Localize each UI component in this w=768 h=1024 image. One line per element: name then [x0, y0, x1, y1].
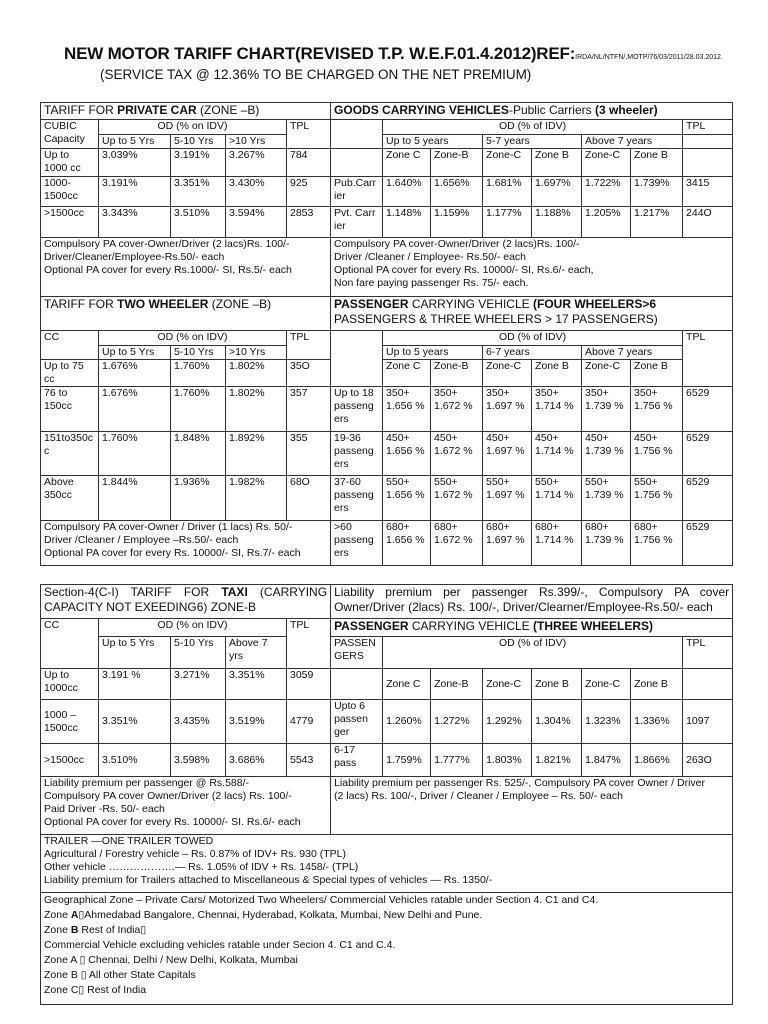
table-cell: 357 [287, 387, 331, 432]
table-cell: 6529 [683, 521, 733, 566]
col-header: TPL [683, 120, 733, 135]
table-cell: 1.676% [99, 360, 171, 387]
passenger-4w-heading: PASSENGER CARRYING VEHICLE (FOUR WHEELERS>6 PASSENGERS & THREE WHEELERS > 17 PASSENGERS) [331, 297, 733, 331]
table-cell: 1000 – 1500cc [41, 700, 99, 744]
col-header: Zone-C [582, 669, 631, 700]
table-cell: 263O [683, 744, 733, 777]
table-cell: 1.844% [99, 476, 171, 521]
table-cell: 1.217% [631, 207, 683, 238]
table-cell: 680+ 1.697 % [483, 521, 532, 566]
table-cell: 450+ 1.756 % [631, 432, 683, 476]
passenger-3w-liability: Liability premium per passenger Rs.399/-, Compulsory PA cover Owner/Driver (2lacs) Rs. 100/-, Driver/Clearner/Employee-Rs.50/- each [331, 585, 733, 619]
table-cell: 350+ 1.656 % [383, 387, 431, 432]
col-header: Up to 5 Yrs [99, 637, 171, 669]
col-header: OD (% on IDV) [99, 331, 287, 346]
tariff-block-top [40, 102, 732, 566]
table-cell: 1.272% [431, 700, 483, 744]
table-cell: 1.936% [171, 476, 226, 521]
table-cell: 1.681% [483, 177, 532, 207]
col-header: >10 Yrs [226, 346, 287, 360]
table-cell: 3.598% [171, 744, 226, 777]
table-cell: Pvt. Carr ier [331, 207, 383, 238]
table-cell: 450+ 1.714 % [532, 432, 582, 476]
zone-a-line: Zone A▯Ahmedabad Bangalore, Chennai, Hyderabad, Kolkata, Mumbai, New Delhi and Pune. [44, 909, 483, 921]
col-header: Zone B [631, 360, 683, 387]
zone-b-line: Zone B Rest of India▯ [44, 924, 147, 936]
table-cell: Above 350cc [41, 476, 99, 521]
col-header: PASSEN GERS [331, 637, 383, 669]
table-cell: 450+ 1.656 % [383, 432, 431, 476]
table-cell: 1000-1500cc [41, 177, 99, 207]
table-cell: 355 [287, 432, 331, 476]
col-header: Zone-C [582, 149, 631, 177]
table-cell: 3415 [683, 177, 733, 207]
trailer-section: TRAILER —ONE TRAILER TOWED Agricultural / Forestry vehicle – Rs. 0.87% of IDV+ Rs. 930 (TPL) Other vehicle ……………….— Rs. 1.05% of IDV + Rs. 1458/- (TPL) Liability premium for Trailers attached to Miscellaneous & Special types of vehicles — Rs. 1350/- [41, 835, 733, 893]
col-header: Zone-C [483, 149, 532, 177]
table-cell: 1.260% [383, 700, 431, 744]
table-cell: 1.760% [171, 360, 226, 387]
table-cell: 550+ 1.672 % [431, 476, 483, 521]
table-cell: 1.722% [582, 177, 631, 207]
col-header: 5-10 Yrs [171, 637, 226, 669]
table-cell: 3.191% [99, 177, 171, 207]
table-cell: 68O [287, 476, 331, 521]
col-header: OD (% on IDV) [99, 619, 287, 637]
table-cell: Up to 18 passeng ers [331, 387, 383, 432]
table-cell: Up to 1000 cc [41, 149, 99, 177]
table-cell: >1500cc [41, 744, 99, 777]
col-header: TPL [683, 331, 733, 387]
page-title: NEW MOTOR TARIFF CHART(REVISED T.P. W.E.F.01.4.2012)REF:IRDA/NL/NTFN/,MOTP/76/03/2011/28.03.2012. [64, 44, 723, 63]
tariff-table-top [40, 102, 733, 566]
geo-zones-section: Geographical Zone – Private Cars/ Motorized Two Wheelers/ Commercial Vehicles ratable under Section 4. C1 and C4. Zone A▯Ahmedabad Bangalore, Chennai, Hyderabad, Kolkata, Mumbai, New Delhi and Pune. Zone B Rest of India▯ Commercial Vehicle excluding vehicles ratable under Secion 4. C1 and C.4. Zone A ▯ Chennai, Delhi / New Delhi, Kolkata, Mumbai Zone B ▯ All other State Capitals Zone C▯ Rest of India [41, 893, 733, 1005]
col-header: OD (% of IDV) [383, 331, 683, 346]
table-cell: 1.777% [431, 744, 483, 777]
table-cell: 1.866% [631, 744, 683, 777]
table-cell: 3.351% [171, 177, 226, 207]
table-cell: 1.892% [226, 432, 287, 476]
table-cell: 1.159% [431, 207, 483, 238]
table-cell: 1.982% [226, 476, 287, 521]
table-cell: 3.267% [226, 149, 287, 177]
table-cell: 37-60 passeng ers [331, 476, 383, 521]
table-cell: 350+ 1.714 % [532, 387, 582, 432]
passenger-3w-notes: Liability premium per passenger Rs. 525/-, Compulsory PA cover Owner / Driver (2 lacs) Rs. 100/-, Driver / Cleaner / Employee – Rs. 50/- each [331, 777, 733, 835]
table-cell: 1.802% [226, 360, 287, 387]
col-header: Zone-B [431, 149, 483, 177]
table-cell: 5543 [287, 744, 331, 777]
table-cell: 550+ 1.697 % [483, 476, 532, 521]
tariff-table-bottom [40, 584, 733, 1005]
col-header: Zone C [383, 149, 431, 177]
table-cell: 3.510% [99, 744, 171, 777]
col-header: TPL [287, 619, 331, 669]
col-header: OD (% of IDV) [383, 637, 683, 669]
table-cell: 1.697% [532, 177, 582, 207]
table-cell: 1.821% [532, 744, 582, 777]
col-header: Zone B [532, 149, 582, 177]
private-car-heading: TARIFF FOR PRIVATE CAR (ZONE –B) [41, 103, 331, 120]
table-cell: 1.760% [171, 387, 226, 432]
table-cell: 6529 [683, 432, 733, 476]
col-header: CC [41, 331, 99, 360]
table-cell: 450+ 1.672 % [431, 432, 483, 476]
table-cell: 3.191 % [99, 669, 171, 700]
col-header: TPL [287, 120, 331, 149]
table-cell: 1.205% [582, 207, 631, 238]
table-cell: 1.739% [631, 177, 683, 207]
table-cell: 3059 [287, 669, 331, 700]
table-cell: 680+ 1.714 % [532, 521, 582, 566]
table-cell: 1.336% [631, 700, 683, 744]
table-cell: 3.430% [226, 177, 287, 207]
col-header: TPL [287, 331, 331, 360]
table-cell: 350+ 1.672 % [431, 387, 483, 432]
col-header: 6-7 years [483, 346, 582, 360]
table-cell: 550+ 1.739 % [582, 476, 631, 521]
table-cell: 6-17 pass [331, 744, 383, 777]
table-cell: 1.802% [226, 387, 287, 432]
table-cell: 550+ 1.656 % [383, 476, 431, 521]
col-header: Zone B [631, 149, 683, 177]
goods-heading: GOODS CARRYING VEHICLES-Public Carriers (3 wheeler) [331, 103, 733, 120]
col-header: CUBIC Capacity [41, 120, 99, 149]
table-cell: 1.848% [171, 432, 226, 476]
table-cell: 1097 [683, 700, 733, 744]
table-cell: 1.676% [99, 387, 171, 432]
table-cell: 1.656% [431, 177, 483, 207]
table-cell: Up to 1000cc [41, 669, 99, 700]
col-header: Up to 5 years [383, 346, 483, 360]
table-cell: 1.292% [483, 700, 532, 744]
table-cell: 3.351% [99, 700, 171, 744]
table-cell: 1.323% [582, 700, 631, 744]
table-cell: 3.594% [226, 207, 287, 238]
col-header: OD (% on IDV) [99, 120, 287, 135]
taxi-notes: Liability premium per passenger @ Rs.588/- Compulsory PA cover Owner/Driver (2 lacs) Rs. 100/- Paid Driver -Rs. 50/- each Optional PA cover for every Rs. 10000/- SI. Rs.6/- each [41, 777, 331, 835]
table-cell: 76 to 150cc [41, 387, 99, 432]
table-cell: 2853 [287, 207, 331, 238]
col-header: Up to 5 Yrs [99, 346, 171, 360]
col-header: Zone B [631, 669, 683, 700]
col-header: Zone-C [483, 669, 532, 700]
table-cell: Pub.Carr ier [331, 177, 383, 207]
col-header: Zone-C [483, 360, 532, 387]
table-cell: 550+ 1.756 % [631, 476, 683, 521]
col-header: 5-7 years [483, 135, 582, 149]
two-wheeler-heading: TARIFF FOR TWO WHEELER (ZONE –B) [41, 297, 331, 331]
table-cell: 3.351% [226, 669, 287, 700]
two-wheeler-notes: Compulsory PA cover-Owner / Driver (1 lacs) Rs. 50/- Driver /Cleaner / Employee –Rs.50/- each Optional PA cover for every Rs. 10000/- SI, Rs.7/- each [41, 521, 331, 566]
table-cell: 680+ 1.656 % [383, 521, 431, 566]
table-cell: 1.847% [582, 744, 631, 777]
page-subtitle: (SERVICE TAX @ 12.36% TO BE CHARGED ON THE NET PREMIUM) [100, 67, 532, 82]
col-header: Up to 5 Yrs [99, 135, 171, 149]
table-cell: 4779 [287, 700, 331, 744]
ref-number: IRDA/NL/NTFN/,MOTP/76/03/2011/28.03.2012. [575, 54, 723, 61]
table-cell: 450+ 1.739 % [582, 432, 631, 476]
tariff-block-bottom [40, 584, 732, 1005]
table-cell: 151to350cc [41, 432, 99, 476]
goods-notes: Compulsory PA cover-Owner/Driver (2 lacs)Rs. 100/- Driver /Cleaner / Employee- Rs.50/- each Optional PA cover for every Rs. 10000/- SI, Rs.6/- each, Non fare paying passenger Rs. 75/- each. [331, 238, 733, 297]
col-header: Up to 5 years [383, 135, 483, 149]
col-header: Zone C [383, 669, 431, 700]
col-header: Zone C [383, 360, 431, 387]
table-cell: 3.343% [99, 207, 171, 238]
col-header: Above 7 yrs [226, 637, 287, 669]
table-cell: 680+ 1.739 % [582, 521, 631, 566]
table-cell: 350+ 1.739 % [582, 387, 631, 432]
col-header: OD (% of IDV) [383, 120, 683, 135]
table-cell: 1.759% [383, 744, 431, 777]
col-header: >10 Yrs [226, 135, 287, 149]
taxi-heading: Section-4(C-I) TARIFF FOR TAXI (CARRYING CAPACITY NOT EXEEDING6) ZONE-B [41, 585, 331, 619]
table-cell: 350+ 1.697 % [483, 387, 532, 432]
table-cell: 6529 [683, 387, 733, 432]
col-header: TPL [683, 637, 733, 669]
col-header: CC [41, 619, 99, 669]
col-header: 5-10 Yrs [171, 135, 226, 149]
table-cell: 1.760% [99, 432, 171, 476]
table-cell: >1500cc [41, 207, 99, 238]
col-header: 5-10 Yrs [171, 346, 226, 360]
table-cell: 3.510% [171, 207, 226, 238]
table-cell: 1.803% [483, 744, 532, 777]
table-cell: 550+ 1.714 % [532, 476, 582, 521]
col-header: Above 7 years [582, 346, 683, 360]
table-cell: 1.640% [383, 177, 431, 207]
table-cell: 450+ 1.697 % [483, 432, 532, 476]
table-cell: 6529 [683, 476, 733, 521]
trailer-heading: TRAILER —ONE TRAILER TOWED [44, 835, 214, 847]
table-cell: 3.271% [171, 669, 226, 700]
col-header: Zone B [532, 360, 582, 387]
table-cell: 244O [683, 207, 733, 238]
table-cell: 3.435% [171, 700, 226, 744]
table-cell: 680+ 1.672 % [431, 521, 483, 566]
col-header: Above 7 years [582, 135, 683, 149]
table-cell: Up to 75 cc [41, 360, 99, 387]
table-cell: 19-36 passeng ers [331, 432, 383, 476]
passenger-3w-heading: PASSENGER CARRYING VEHICLE (THREE WHEELERS) [331, 619, 733, 637]
col-header: Zone-C [582, 360, 631, 387]
table-cell: 1.304% [532, 700, 582, 744]
table-cell: 3.191% [171, 149, 226, 177]
table-cell: 3.039% [99, 149, 171, 177]
table-cell: >60 passeng ers [331, 521, 383, 566]
table-cell: 680+ 1.756 % [631, 521, 683, 566]
table-cell: 925 [287, 177, 331, 207]
table-cell: 3.519% [226, 700, 287, 744]
table-cell: Upto 6 passen ger [331, 700, 383, 744]
table-cell: 1.177% [483, 207, 532, 238]
private-car-notes: Compulsory PA cover-Owner/Driver (2 lacs)Rs. 100/- Driver/Cleaner/Employee-Rs.50/- each Optional PA cover for every Rs.1000/- SI, Rs.5/- each [41, 238, 331, 297]
col-header: Zone B [532, 669, 582, 700]
table-cell: 1.188% [532, 207, 582, 238]
table-cell: 1.148% [383, 207, 431, 238]
table-cell: 3.686% [226, 744, 287, 777]
col-header: Zone-B [431, 669, 483, 700]
col-header: Zone-B [431, 360, 483, 387]
table-cell: 35O [287, 360, 331, 387]
table-cell: 350+ 1.756 % [631, 387, 683, 432]
table-cell: 784 [287, 149, 331, 177]
